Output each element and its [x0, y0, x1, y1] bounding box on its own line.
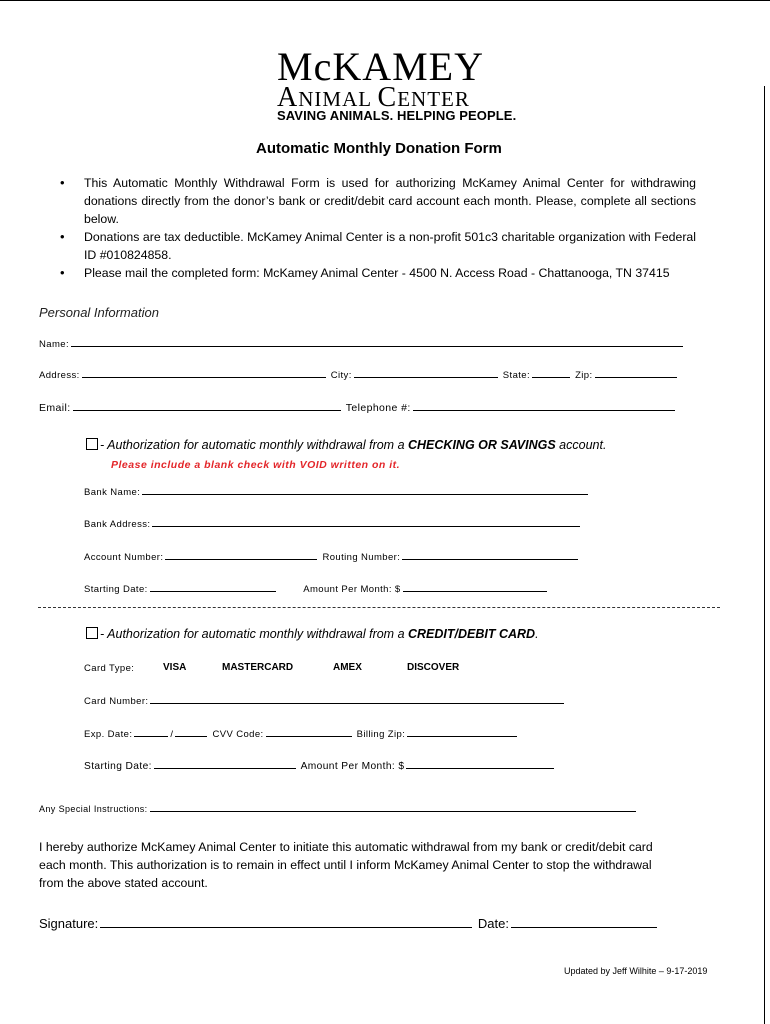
signature-field[interactable]: [100, 926, 472, 928]
cvv-field[interactable]: [266, 735, 352, 737]
logo-subtitle: ANIMAL CENTER: [277, 82, 470, 113]
bank-name-label: Bank Name:: [84, 487, 141, 498]
exp-month-field[interactable]: [134, 735, 168, 737]
card-starting-date-field[interactable]: [154, 767, 296, 769]
name-field[interactable]: [71, 345, 683, 347]
email-row: [39, 402, 677, 414]
routing-number-label: Routing Number:: [322, 552, 401, 563]
starting-date-field[interactable]: [150, 590, 276, 592]
bank-address-label: Bank Address:: [84, 519, 151, 530]
account-number-label: Account Number:: [84, 552, 164, 563]
date-field[interactable]: [511, 926, 657, 928]
exp-date-label: Exp. Date:: [84, 729, 133, 740]
telephone-label: Telephone #:: [345, 402, 411, 414]
list-item: • This Automatic Monthly Withdrawal Form is used for authorizing McKamey Animal Center for withdrawing donations directly from the donor’s bank or credit/debit card account each month. Please, complete all sections below.: [56, 174, 696, 228]
telephone-field[interactable]: [413, 409, 675, 411]
city-field[interactable]: [354, 376, 498, 378]
zip-label: Zip:: [575, 370, 593, 381]
billing-zip-field[interactable]: [407, 735, 517, 737]
card-number-row: [84, 696, 566, 707]
top-border-line: [0, 0, 770, 1]
logo-tagline: SAVING ANIMALS. HELPING PEOPLE.: [277, 108, 517, 123]
city-label: City:: [330, 370, 352, 381]
authorization-statement: I hereby authorize McKamey Animal Center to initiate this automatic withdrawal from my bank or credit/debit card each month. This authorization is to remain in effect until I inform McKamey Animal Center to stop the withdrawal from the above stated account.: [39, 840, 653, 890]
special-instructions-label: Any Special Instructions:: [39, 804, 148, 814]
card-authorization: - Authorization for automatic monthly withdrawal from a CREDIT/DEBIT CARD.: [86, 627, 539, 641]
exp-cvv-zip-row: [84, 729, 519, 740]
amount-field[interactable]: [403, 590, 547, 592]
card-amount-field[interactable]: [406, 767, 554, 769]
checking-authorization: - Authorization for automatic monthly withdrawal from a CHECKING OR SAVINGS account.: [86, 438, 606, 452]
name-label: Name:: [39, 339, 69, 350]
state-label: State:: [502, 370, 531, 381]
logo-name: McKAMEY: [277, 44, 484, 89]
address-field[interactable]: [82, 376, 326, 378]
card-type-mastercard[interactable]: MASTERCARD: [222, 662, 294, 673]
state-field[interactable]: [532, 376, 570, 378]
special-instructions-row: [39, 804, 638, 814]
card-number-field[interactable]: [150, 702, 564, 704]
bank-address-row: [84, 519, 582, 530]
card-type-discover[interactable]: DISCOVER: [407, 662, 460, 673]
card-type-visa[interactable]: VISA: [163, 662, 187, 673]
exp-separator: /: [170, 729, 174, 740]
updated-note: Updated by Jeff Wilhite – 9-17-2019: [564, 966, 708, 976]
billing-zip-label: Billing Zip:: [356, 729, 406, 740]
form-title: Automatic Monthly Donation Form: [256, 140, 502, 157]
personal-information-heading: Personal Information: [39, 305, 159, 320]
card-number-label: Card Number:: [84, 696, 149, 707]
list-item: • Please mail the completed form: McKamey Animal Center - 4500 N. Access Road - Chattanooga, TN 37415: [56, 264, 696, 282]
void-check-note: Please include a blank check with VOID written on it.: [111, 459, 401, 471]
starting-date-label: Starting Date:: [84, 584, 148, 595]
address-label: Address:: [39, 370, 80, 381]
bank-address-field[interactable]: [152, 525, 580, 527]
card-start-amount-row: [84, 761, 556, 772]
account-routing-row: [84, 552, 580, 563]
card-starting-date-label: Starting Date:: [84, 761, 152, 772]
bank-name-row: [84, 487, 590, 498]
section-divider: [38, 607, 720, 608]
cvv-label: CVV Code:: [212, 729, 264, 740]
date-label: Date:: [477, 916, 509, 931]
card-amount-label: Amount Per Month: $: [300, 761, 405, 772]
bank-name-field[interactable]: [142, 493, 588, 495]
signature-row: [39, 916, 659, 931]
card-checkbox[interactable]: [86, 627, 98, 639]
email-field[interactable]: [73, 409, 341, 411]
card-type-label: Card Type:: [84, 663, 135, 674]
signature-label: Signature:: [39, 916, 99, 931]
zip-field[interactable]: [595, 376, 677, 378]
right-border-line: [764, 86, 765, 1024]
special-instructions-field[interactable]: [150, 810, 636, 812]
name-row: [39, 339, 685, 350]
routing-number-field[interactable]: [402, 558, 578, 560]
account-number-field[interactable]: [165, 558, 317, 560]
exp-year-field[interactable]: [175, 735, 207, 737]
amount-label: Amount Per Month: $: [303, 584, 401, 595]
list-item: • Donations are tax deductible. McKamey Animal Center is a non-profit 501c3 charitable organization with Federal ID #010824858.: [56, 228, 696, 264]
email-label: Email:: [39, 402, 71, 414]
instructions-list: [56, 174, 696, 282]
card-type-amex[interactable]: AMEX: [333, 662, 362, 673]
checking-start-amount-row: [84, 584, 549, 595]
address-row: [39, 370, 679, 381]
checking-checkbox[interactable]: [86, 438, 98, 450]
